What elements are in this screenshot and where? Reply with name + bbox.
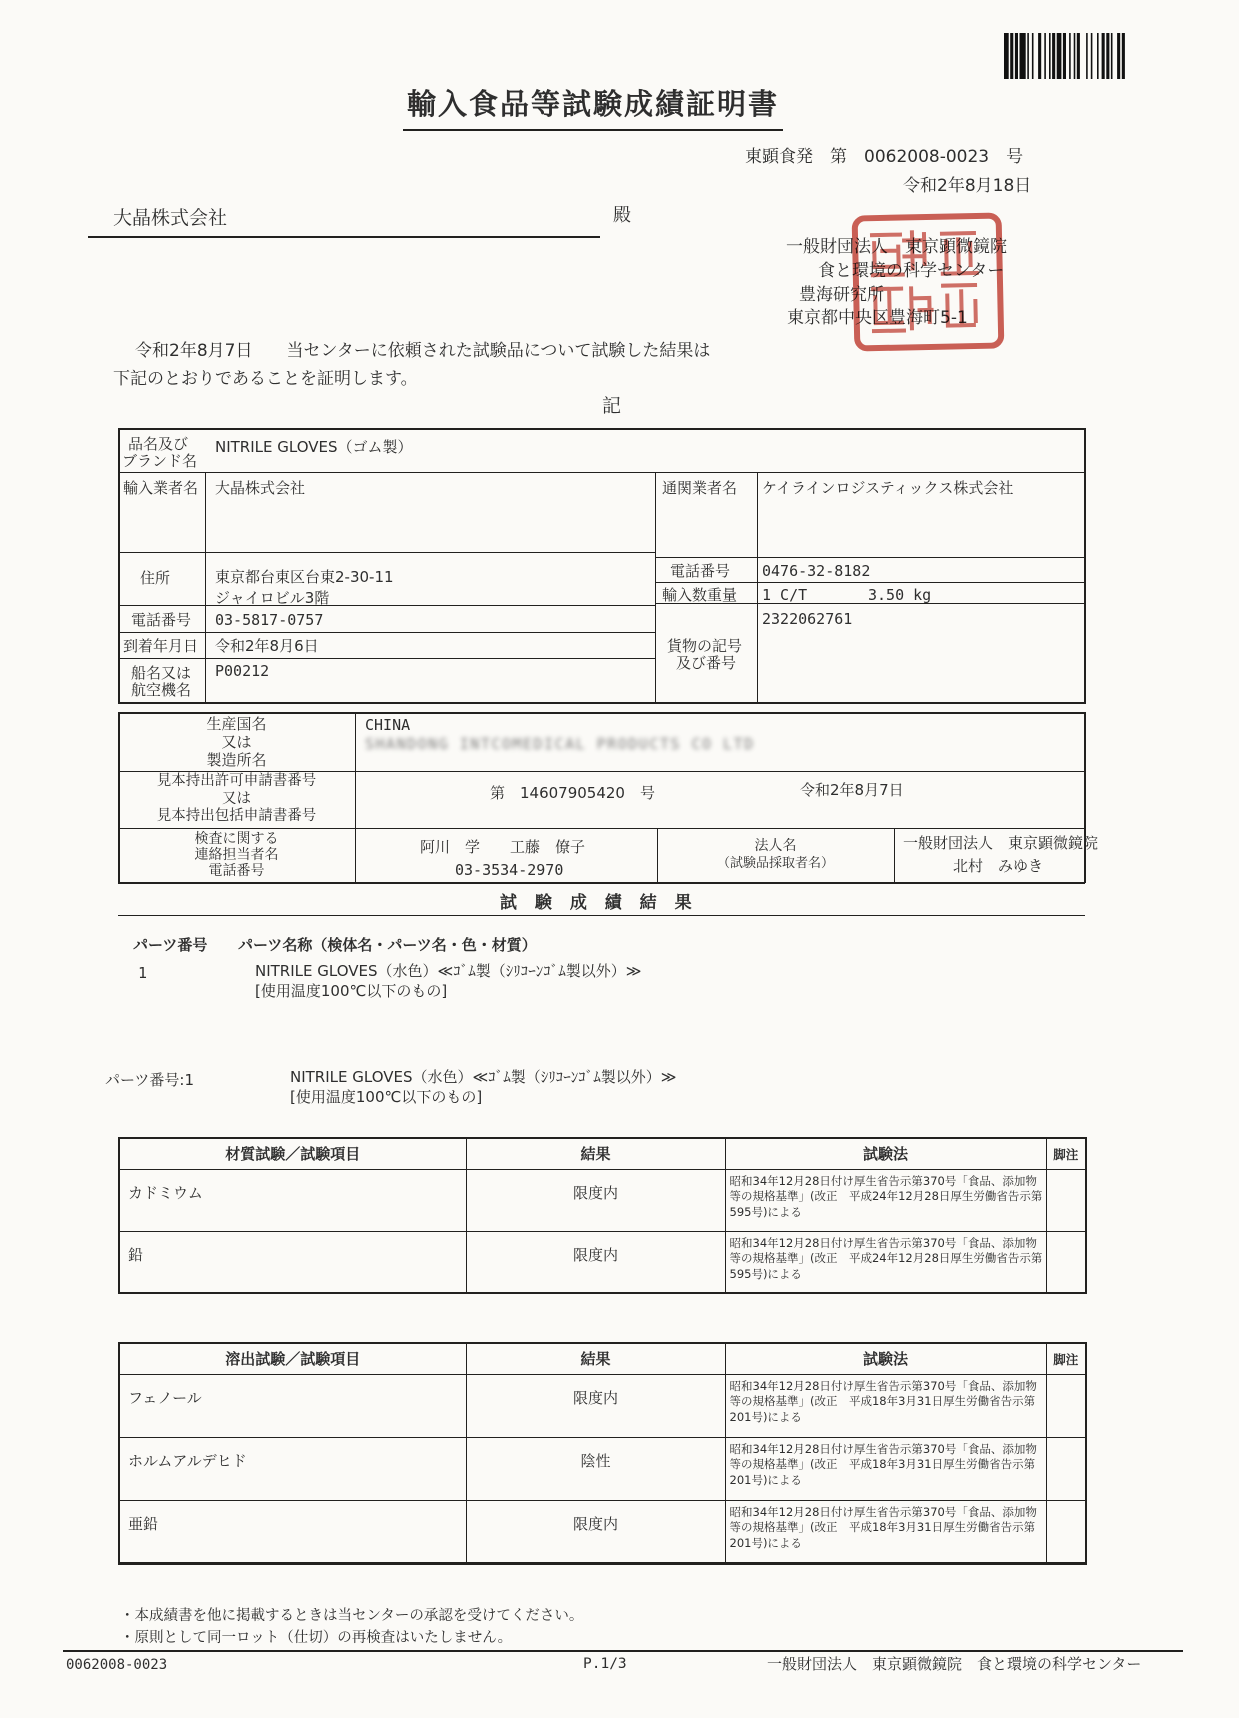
footer-doc-number: 0062008-0023	[66, 1657, 168, 1673]
origin-label-line1: 生産国名	[206, 714, 267, 733]
product-label-line2: ブランド名	[122, 452, 198, 470]
vessel-label-line2: 航空機名	[131, 681, 192, 699]
sampler-label-line2: （試験品採取者名）	[716, 855, 834, 871]
table-line	[118, 882, 1085, 884]
test-method: 昭和34年12月28日付け厚生省告示第370号「食品、添加物等の規格基準」(改正 平成24年12月28日厚生労働省告示第595号)による	[725, 1231, 1046, 1293]
table-line	[655, 582, 1085, 583]
permit-date-value: 令和2年8月7日	[800, 781, 904, 799]
address-label: 住所	[140, 569, 171, 587]
part-name: NITRILE GLOVES（水色）≪ｺﾞﾑ製（ｼﾘｺｰﾝｺﾞﾑ製以外）≫	[255, 962, 642, 980]
permit-label	[118, 771, 355, 828]
test-footnote	[1046, 1374, 1086, 1437]
issuer-address: 東京都中央区豊海町5-1	[787, 308, 968, 328]
elution-header-footnote: 脚注	[1046, 1343, 1086, 1374]
addressee-name: 大晶株式会社	[113, 207, 228, 229]
footer-note-2: ・原則として同一ロット（仕切）の再検査はいたしません。	[120, 1630, 513, 1646]
phone-label: 電話番号	[131, 611, 192, 629]
statement-line2: 下記のとおりであることを証明します。	[113, 369, 418, 389]
table-row	[119, 1374, 1086, 1437]
test-footnote	[1046, 1169, 1086, 1231]
ki-heading: 記	[602, 395, 624, 417]
test-item: 鉛	[119, 1231, 466, 1293]
quantity-label: 輸入数重量	[662, 586, 738, 604]
material-header-item: 材質試験／試験項目	[119, 1138, 466, 1169]
footer-note-1: ・本成績書を他に掲載するときは当センターの承認を受けてください。	[120, 1608, 584, 1624]
contact-label-line3: 電話番号	[208, 863, 265, 880]
barcode	[1004, 33, 1174, 79]
vessel-label-line1: 船名又は	[131, 664, 192, 682]
test-result: 限度内	[466, 1231, 725, 1293]
origin-country-value: CHINA	[365, 716, 411, 734]
elution-header-result: 結果	[466, 1343, 725, 1374]
elution-test-table	[118, 1342, 1087, 1565]
broker-label: 通関業者名	[662, 479, 738, 497]
inspection-contact-label	[118, 828, 355, 882]
table-line	[118, 702, 1085, 704]
part-ref-name: NITRILE GLOVES（水色）≪ｺﾞﾑ製（ｼﾘｺｰﾝｺﾞﾑ製以外）≫	[290, 1068, 677, 1086]
parts-col-number: パーツ番号	[133, 936, 208, 954]
table-line	[655, 557, 1085, 558]
test-item: 亜鉛	[119, 1500, 466, 1563]
producer-name-redacted: SHANDONG INTCOMEDICAL PRODUCTS CO LTD	[365, 735, 755, 753]
parts-col-name: パーツ名称（検体名・パーツ名・色・材質）	[238, 936, 537, 954]
table-line	[894, 828, 895, 882]
table-line	[1084, 428, 1086, 704]
permit-label-line2: 又は	[222, 790, 251, 807]
table-line	[355, 712, 356, 882]
test-result: 限度内	[466, 1169, 725, 1231]
origin-label-line3: 製造所名	[206, 750, 267, 769]
elution-header-item: 溶出試験／試験項目	[119, 1343, 466, 1374]
table-line	[118, 552, 655, 553]
sampler-org-value: 一般財団法人 東京顕微鏡院	[903, 834, 1099, 852]
permit-label-line3: 見本持出包括申請書番号	[156, 808, 317, 825]
importer-value: 大晶株式会社	[215, 479, 306, 497]
contact-label-line1: 検査に関する	[194, 830, 279, 847]
test-footnote	[1046, 1437, 1086, 1500]
test-result: 陰性	[466, 1437, 725, 1500]
test-method: 昭和34年12月28日付け厚生省告示第370号「食品、添加物等の規格基準」(改正 平成18年3月31日厚生労働省告示第201号)による	[725, 1374, 1046, 1437]
issuer-center: 食と環境の科学センター	[818, 261, 1005, 281]
permit-label-line1: 見本持出許可申請書番号	[156, 773, 317, 790]
footer-page-number: P.1/3	[583, 1656, 627, 1672]
footer-org: 一般財団法人 東京顕微鏡院 食と環境の科学センター	[767, 1655, 1142, 1673]
cargo-label-line2: 及び番号	[676, 654, 737, 672]
test-item: カドミウム	[119, 1169, 466, 1231]
arrival-label: 到着年月日	[123, 637, 199, 655]
results-heading: 試 験 成 績 結 果	[500, 893, 698, 913]
document-number: 東顕食発 第 0062008-0023 号	[745, 147, 1024, 167]
test-result: 限度内	[466, 1374, 725, 1437]
cargo-label-line1: 貨物の記号	[667, 637, 743, 655]
vessel-value: P00212	[215, 662, 270, 680]
part-note: [使用温度100℃以下のもの]	[255, 982, 448, 1000]
addressee-underline	[88, 236, 600, 238]
table-line	[757, 472, 758, 702]
table-line	[118, 658, 655, 659]
contact-names-value: 阿川 学 工藤 僚子	[420, 838, 586, 856]
contact-phone-value: 03-3534-2970	[455, 861, 564, 879]
table-row	[119, 1500, 1086, 1563]
broker-value: ケイラインロジスティックス株式会社	[762, 479, 1014, 497]
quantity-value: 1 C/T	[762, 586, 808, 604]
test-method: 昭和34年12月28日付け厚生省告示第370号「食品、添加物等の規格基準」(改正 平成24年12月28日厚生労働省告示第595号)による	[725, 1169, 1046, 1231]
importer-label: 輸入業者名	[123, 479, 199, 497]
material-header-method: 試験法	[725, 1138, 1046, 1169]
test-result: 限度内	[466, 1500, 725, 1563]
results-heading-rule	[118, 915, 1085, 916]
arrival-value: 令和2年8月6日	[215, 637, 319, 655]
red-seal-stamp	[850, 210, 1007, 355]
origin-label-line2: 又は	[221, 732, 252, 751]
part-ref-label: パーツ番号:1	[105, 1071, 194, 1089]
issuer-org: 一般財団法人 東京顕微鏡院	[786, 237, 1007, 257]
issue-date: 令和2年8月18日	[903, 176, 1032, 196]
table-line	[118, 632, 655, 633]
contact-label-line2: 連絡担当者名	[194, 846, 279, 863]
table-line	[118, 428, 1085, 430]
table-line	[118, 605, 655, 606]
table-line	[118, 472, 1085, 473]
origin-label	[118, 712, 355, 771]
address-line2: ジャイロビル3階	[215, 589, 330, 607]
material-header-footnote: 脚注	[1046, 1138, 1086, 1169]
broker-phone-label: 電話番号	[670, 562, 731, 580]
phone-value: 03-5817-0757	[215, 611, 324, 629]
material-header-result: 結果	[466, 1138, 725, 1169]
table-row	[119, 1437, 1086, 1500]
test-method: 昭和34年12月28日付け厚生省告示第370号「食品、添加物等の規格基準」(改正 平成18年3月31日厚生労働省告示第201号)による	[725, 1437, 1046, 1500]
permit-number-value: 第 14607905420 号	[490, 784, 655, 802]
elution-header-method: 試験法	[725, 1343, 1046, 1374]
table-line	[655, 472, 656, 702]
table-row	[119, 1169, 1086, 1231]
weight-value: 3.50 kg	[868, 586, 932, 604]
part-ref-note: [使用温度100℃以下のもの]	[290, 1088, 483, 1106]
table-line	[118, 428, 120, 704]
table-row	[119, 1231, 1086, 1293]
table-line	[205, 472, 206, 702]
table-line	[1084, 712, 1086, 883]
address-line1: 東京都台東区台東2-30-11	[215, 568, 394, 586]
material-test-table	[118, 1137, 1087, 1294]
sampler-label-line1: 法人名	[754, 838, 797, 855]
broker-phone-value: 0476-32-8182	[762, 562, 871, 580]
sampler-name-value: 北村 みゆき	[953, 857, 1044, 875]
test-footnote	[1046, 1500, 1086, 1563]
statement-line1: 令和2年8月7日 当センターに依頼された試験品について試験した結果は	[135, 341, 711, 361]
cargo-number-value: 2322062761	[762, 610, 853, 628]
test-item: フェノール	[119, 1374, 466, 1437]
product-value: NITRILE GLOVES（ゴム製）	[215, 438, 413, 456]
test-method: 昭和34年12月28日付け厚生省告示第370号「食品、添加物等の規格基準」(改正 平成18年3月31日厚生労働省告示第201号)による	[725, 1500, 1046, 1563]
part-number: 1	[138, 964, 148, 982]
issuer-lab: 豊海研究所	[799, 285, 884, 305]
test-footnote	[1046, 1231, 1086, 1293]
test-item: ホルムアルデヒド	[119, 1437, 466, 1500]
sampler-label	[657, 828, 894, 882]
product-label-line1: 品名及び	[128, 435, 189, 453]
document-title: 輸入食品等試験成績証明書	[403, 86, 783, 131]
footer-rule	[63, 1650, 1183, 1652]
addressee-honorific: 殿	[613, 205, 631, 226]
